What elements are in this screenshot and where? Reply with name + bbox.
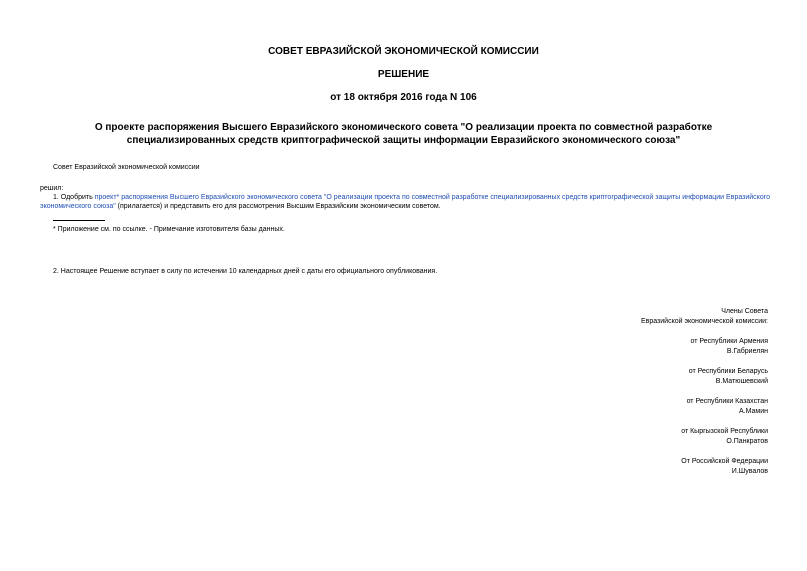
signature-kyrgyzstan [681,427,768,447]
signature-country: от Республики Казахстан [686,398,768,405]
signature-kazakhstan [687,397,768,417]
signature-name: О.Панкратов [726,438,768,445]
item-2: 2. Настоящее Решение вступает в силу по истечении 10 календарных дней с даты его официального опубликования. [53,268,438,275]
footnote-divider [53,220,105,221]
signatures-heading-line1: Члены Совета [721,308,768,315]
signature-belarus [689,367,768,387]
item-1-suffix: (прилагается) и представить его для рассмотрения Высшим Евразийским экономическим советом. [115,203,441,210]
draft-link[interactable]: проект* распоряжения Высшего Евразийского экономического совета "О реализации проекта по совместной разработке специализированных средств криптографической защиты информации Евразийского экономического союза" [40,194,771,210]
item-1-prefix: 1. Одобрить [53,194,95,201]
signatures-heading-line2: Евразийской экономической комиссии: [640,318,768,325]
resolved-text: решил: [40,185,64,192]
signature-name: И.Шувалов [731,468,768,475]
signature-russia [681,457,768,477]
item-1 [40,193,770,211]
signature-country: от Республики Беларусь [688,368,768,375]
council-heading: СОВЕТ ЕВРАЗИЙСКОЙ ЭКОНОМИЧЕСКОЙ КОМИССИИ [268,46,539,57]
signature-name: В.Габриелян [726,348,768,355]
decision-title: О проекте распоряжения Высшего Евразийского экономического совета "О реализации проекта по совместной разработке специализированных средств криптографической защиты информации Евразийского экономического союза" [94,122,713,146]
signature-country: От Российской Федерации [681,458,768,465]
intro-text: Совет Евразийской экономической комиссии [53,164,200,171]
signature-name: В.Матюшевский [715,378,768,385]
footnote: * Приложение см. по ссылке. - Примечание изготовителя базы данных. [53,226,285,233]
decision-heading: РЕШЕНИЕ [377,69,430,80]
signature-name: А.Мамин [738,408,768,415]
signatures-heading [641,307,768,327]
signature-armenia [691,337,768,357]
signature-country: от Кыргызской Республики [681,428,768,435]
decision-date: от 18 октября 2016 года N 106 [330,92,477,103]
signature-country: от Республики Армения [690,338,768,345]
